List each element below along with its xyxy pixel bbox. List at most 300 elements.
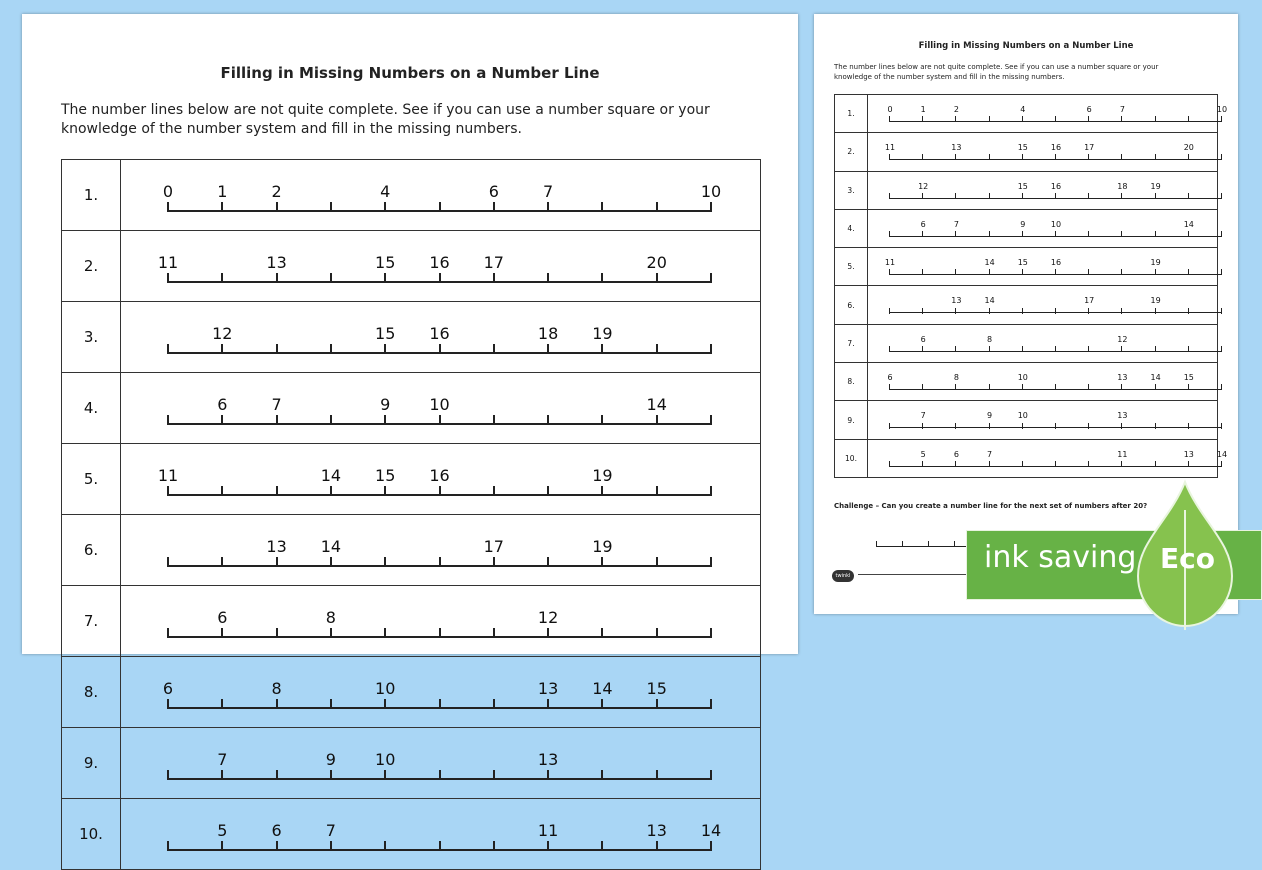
number-line-tick [221, 557, 223, 567]
number-label: 6 [1086, 105, 1092, 114]
number-line-cell[interactable] [868, 248, 1218, 286]
number-label: 18 [537, 324, 559, 343]
number-line-cell[interactable] [868, 439, 1228, 477]
number-line-tick [1221, 154, 1222, 160]
number-label: 14 [320, 537, 342, 556]
number-line-tick [276, 557, 278, 567]
number-line-tick [493, 628, 495, 638]
number-line-row [835, 439, 1218, 477]
number-label: 15 [375, 466, 396, 485]
number-line-tick [1022, 193, 1023, 199]
row-number: 8. [835, 363, 868, 401]
number-line-tick [955, 308, 956, 314]
number-line-tick [439, 557, 441, 567]
number-label: 14 [592, 679, 613, 698]
number-line-cell[interactable] [121, 302, 761, 373]
row-number: 7. [835, 324, 868, 362]
number-label: 16 [429, 324, 450, 343]
number-label: 8 [953, 373, 959, 383]
number-line-tick [922, 154, 923, 160]
number-label: 5 [217, 821, 228, 840]
number-label: 7 [271, 395, 282, 414]
number-label: 6 [217, 395, 228, 414]
number-line-tick [989, 346, 990, 352]
number-label: 8 [325, 608, 336, 627]
number-label: 7 [217, 750, 228, 769]
worksheet-preview-large [22, 14, 798, 843]
number-line-tick [955, 193, 956, 199]
number-line-tick [955, 423, 956, 429]
number-line-tick [1055, 423, 1056, 429]
number-line-tick [656, 770, 658, 780]
number-label: 19 [592, 466, 613, 485]
number-line-tick [1121, 193, 1122, 199]
row-number: 8. [62, 657, 121, 728]
number-line-row [62, 586, 761, 657]
number-label: 10 [429, 395, 450, 414]
number-line-tick [439, 628, 441, 638]
row-number: 4. [62, 373, 121, 444]
number-line-tick [384, 841, 386, 851]
row-number: 6. [835, 286, 868, 324]
number-label: 20 [646, 253, 667, 272]
number-line-tick [989, 154, 990, 160]
number-label: 10 [1216, 105, 1228, 114]
number-line-tick [656, 699, 658, 709]
number-line-tick [1121, 116, 1122, 122]
number-label: 13 [1183, 449, 1194, 459]
blank-tick [902, 541, 903, 547]
number-line-tick [922, 269, 923, 275]
number-label: 0 [887, 105, 893, 114]
number-label: 2 [953, 105, 959, 114]
number-label: 8 [271, 679, 282, 698]
number-line-tick [1188, 308, 1189, 314]
number-label: 15 [375, 324, 396, 343]
number-line-tick [656, 415, 658, 425]
number-label: 13 [537, 750, 559, 769]
number-label: 15 [1017, 258, 1028, 268]
number-line-cell[interactable] [121, 728, 761, 799]
number-line-cell[interactable] [121, 373, 761, 444]
number-label: 13 [1117, 411, 1128, 421]
number-label: 6 [162, 679, 174, 698]
number-line-tick [547, 770, 549, 780]
number-label: 19 [1150, 258, 1161, 268]
number-line-tick [1121, 461, 1122, 467]
number-label: 11 [1117, 449, 1128, 459]
number-label: 10 [1017, 373, 1028, 383]
number-label: 7 [987, 449, 993, 459]
number-line-tick [1221, 308, 1222, 314]
number-label: 10 [1050, 219, 1062, 229]
number-line-tick [710, 699, 712, 709]
number-line-tick [167, 628, 169, 638]
number-line-tick [889, 384, 890, 390]
number-line-tick [439, 770, 441, 780]
row-number: 10. [835, 439, 868, 477]
number-line-tick [384, 344, 386, 354]
number-line-tick [221, 415, 223, 425]
number-label: 12 [918, 181, 929, 191]
number-label: 16 [1050, 181, 1062, 191]
number-line-tick [989, 461, 990, 467]
number-line-tick [889, 346, 890, 352]
number-line-tick [601, 202, 603, 212]
number-line-row [835, 171, 1218, 209]
number-label: 6 [488, 182, 499, 201]
number-line-tick [330, 202, 332, 212]
number-label: 16 [1050, 258, 1062, 268]
number-line-row [835, 324, 1218, 362]
number-line-tick [1188, 193, 1189, 199]
number-line-tick [330, 415, 332, 425]
number-line-tick [1121, 308, 1122, 314]
number-label: 10 [375, 679, 396, 698]
number-line-cell[interactable] [868, 133, 1218, 171]
number-line-tick [1022, 231, 1023, 237]
number-line-tick [547, 344, 549, 354]
number-line-tick [889, 116, 890, 122]
number-line-tick [1221, 116, 1222, 122]
number-line-tick [1188, 384, 1189, 390]
number-line-cell[interactable] [868, 95, 1228, 133]
number-line-tick [1055, 346, 1056, 352]
number-line-tick [276, 415, 278, 425]
number-line-tick [1188, 346, 1189, 352]
number-line-row [835, 133, 1218, 171]
number-line-tick [547, 273, 549, 283]
number-line-tick [493, 841, 495, 851]
number-label: 14 [1216, 449, 1228, 459]
number-line-tick [276, 344, 278, 354]
number-line-tick [601, 628, 603, 638]
number-line-tick [601, 344, 603, 354]
number-line-tick [656, 557, 658, 567]
number-line-tick [330, 557, 332, 567]
number-line-tick [889, 154, 890, 160]
number-label: 13 [646, 821, 667, 840]
row-number: 5. [835, 248, 868, 286]
number-label: 7 [543, 182, 554, 201]
number-label: 5 [920, 449, 926, 459]
number-label: 17 [483, 253, 504, 272]
number-line-tick [167, 557, 169, 567]
number-line-row [835, 286, 1218, 324]
number-line-tick [922, 346, 923, 352]
number-line-tick [276, 628, 278, 638]
number-line-cell[interactable] [121, 657, 761, 728]
number-line-tick [889, 423, 890, 429]
number-line-tick [1088, 231, 1089, 237]
number-line-tick [989, 423, 990, 429]
number-line-tick [601, 770, 603, 780]
number-label: 15 [1183, 373, 1194, 383]
number-line-cell[interactable] [868, 401, 1218, 439]
number-line-cell[interactable] [868, 324, 1218, 362]
worksheet-title-small: Filling in Missing Numbers on a Number Line [918, 41, 1134, 51]
number-line-tick [1155, 308, 1156, 314]
blank-tick [876, 541, 877, 547]
number-line-tick [1155, 269, 1156, 275]
number-line-cell[interactable] [121, 231, 761, 302]
number-line-table [61, 159, 761, 870]
number-label: 13 [266, 537, 287, 556]
number-line-tick [1055, 461, 1056, 467]
number-line-cell[interactable] [121, 586, 761, 657]
number-line-tick [493, 344, 495, 354]
number-line-cell[interactable] [121, 799, 761, 870]
number-line-tick [955, 384, 956, 390]
number-line-tick [1022, 461, 1023, 467]
number-line-tick [989, 384, 990, 390]
number-line-tick [955, 269, 956, 275]
number-line-tick [384, 628, 386, 638]
number-line-tick [1221, 461, 1222, 467]
number-line-tick [1221, 231, 1222, 237]
twinkl-logo: twinkl [832, 570, 854, 582]
number-line-tick [221, 344, 223, 354]
number-label: 12 [1117, 334, 1128, 344]
number-line-tick [601, 841, 603, 851]
number-line-row [835, 363, 1218, 401]
number-line-tick [167, 273, 169, 283]
number-label: 9 [987, 411, 993, 421]
number-line-tick [989, 231, 990, 237]
number-line-tick [1121, 154, 1122, 160]
number-line-tick [710, 628, 712, 638]
number-line-tick [922, 231, 923, 237]
number-line-tick [955, 461, 956, 467]
number-label: 6 [887, 373, 893, 383]
number-line-tick [1155, 461, 1156, 467]
number-line-tick [493, 273, 495, 283]
number-line-cell[interactable] [868, 286, 1218, 324]
number-line-tick [1055, 193, 1056, 199]
number-line-tick [710, 202, 712, 212]
number-line-cell[interactable] [868, 171, 1218, 209]
number-line-tick [1022, 116, 1023, 122]
number-line-tick [955, 231, 956, 237]
number-line-tick [922, 384, 923, 390]
number-label: 4 [1020, 105, 1026, 114]
number-line-row [62, 444, 761, 515]
number-line-tick [493, 415, 495, 425]
number-line-tick [1221, 193, 1222, 199]
number-line-tick [547, 628, 549, 638]
number-line-tick [710, 841, 712, 851]
number-line-tick [710, 770, 712, 780]
number-line-tick [1022, 154, 1023, 160]
number-line-tick [1188, 461, 1189, 467]
number-line-tick [1121, 346, 1122, 352]
number-line-row [62, 515, 761, 586]
number-line-tick [1055, 116, 1056, 122]
number-label: 20 [1183, 143, 1194, 153]
number-line-tick [547, 202, 549, 212]
number-line-tick [439, 344, 441, 354]
number-line-tick [710, 344, 712, 354]
number-label: 14 [320, 466, 342, 485]
number-label: 13 [951, 296, 962, 306]
number-line-tick [1022, 308, 1023, 314]
number-line-tick [1088, 423, 1089, 429]
number-label: 14 [984, 258, 995, 268]
number-line-tick [384, 557, 386, 567]
number-label: 11 [884, 258, 896, 268]
row-number: 4. [835, 209, 868, 247]
number-line-tick [1088, 269, 1089, 275]
number-label: 7 [325, 821, 336, 840]
number-line-tick [439, 202, 441, 212]
number-line-tick [330, 770, 332, 780]
number-line-tick [922, 308, 923, 314]
number-label: 6 [920, 219, 926, 229]
ink-saving-label: ink saving [984, 540, 1137, 575]
number-label: 7 [953, 219, 959, 229]
number-line-tick [889, 461, 890, 467]
number-line-row [835, 95, 1218, 133]
number-label: 4 [380, 182, 391, 201]
number-line-tick [221, 273, 223, 283]
number-line-tick [547, 841, 549, 851]
number-line-cell[interactable] [868, 209, 1218, 247]
number-line-tick [1155, 346, 1156, 352]
number-label: 6 [953, 449, 959, 459]
number-line-tick [989, 269, 990, 275]
number-line-tick [493, 486, 495, 496]
number-line-tick [601, 273, 603, 283]
number-line-tick [167, 486, 169, 496]
intro-line-2: knowledge of the number system and fill in the missing numbers. [61, 121, 522, 137]
number-line-tick [167, 699, 169, 709]
number-line-cell[interactable] [121, 515, 761, 586]
number-line-tick [493, 699, 495, 709]
number-line-tick [1155, 231, 1156, 237]
number-line-tick [1221, 346, 1222, 352]
number-line-tick [1155, 423, 1156, 429]
number-line-row [62, 799, 761, 870]
number-line-tick [1055, 154, 1056, 160]
number-line-tick [1155, 116, 1156, 122]
number-line-tick [656, 628, 658, 638]
number-line-tick [330, 486, 332, 496]
number-line-tick [710, 557, 712, 567]
number-line-row [62, 373, 761, 444]
number-line-tick [656, 344, 658, 354]
number-line-row [62, 728, 761, 799]
number-line-cell[interactable] [868, 363, 1218, 401]
number-line-tick [1088, 346, 1089, 352]
number-line-tick [384, 273, 386, 283]
number-line-cell[interactable] [121, 444, 761, 515]
number-line-tick [547, 699, 549, 709]
number-line-row [835, 401, 1218, 439]
number-line-tick [1055, 269, 1056, 275]
row-number: 3. [835, 171, 868, 209]
number-label: 19 [1150, 181, 1161, 191]
number-line-tick [384, 699, 386, 709]
number-label: 9 [325, 750, 336, 769]
number-line-tick [167, 202, 169, 212]
number-line-tick [167, 415, 169, 425]
number-line-tick [1121, 269, 1122, 275]
number-line-tick [221, 770, 223, 780]
number-line-tick [1221, 269, 1222, 275]
number-label: 19 [592, 324, 613, 343]
number-label: 6 [217, 608, 228, 627]
number-line-row [62, 302, 761, 373]
number-line-row [62, 657, 761, 728]
number-line-tick [384, 415, 386, 425]
number-line-tick [922, 461, 923, 467]
number-line-tick [922, 423, 923, 429]
number-label: 10 [375, 750, 396, 769]
number-label: 9 [1020, 219, 1026, 229]
number-line-cell[interactable] [121, 160, 761, 231]
number-label: 17 [1084, 296, 1095, 306]
number-label: 9 [380, 395, 391, 414]
number-line-table-small [834, 94, 1228, 478]
number-line-tick [547, 486, 549, 496]
number-label: 13 [537, 679, 559, 698]
number-label: 17 [483, 537, 504, 556]
number-line-tick [601, 415, 603, 425]
number-line-tick [1022, 269, 1023, 275]
number-line-tick [601, 557, 603, 567]
number-label: 14 [646, 395, 667, 414]
number-line-tick [221, 699, 223, 709]
number-line-tick [547, 557, 549, 567]
number-label: 15 [1017, 181, 1028, 191]
blank-tick [928, 541, 929, 547]
number-label: 8 [987, 334, 993, 344]
number-line-tick [221, 841, 223, 851]
number-label: 19 [1150, 296, 1161, 306]
row-number: 1. [62, 160, 121, 231]
row-number: 9. [62, 728, 121, 799]
number-line-tick [1055, 231, 1056, 237]
number-line-tick [384, 202, 386, 212]
number-line-tick [601, 699, 603, 709]
number-line-row [835, 209, 1218, 247]
number-line-tick [710, 415, 712, 425]
number-line-tick [384, 486, 386, 496]
worksheet-title: Filling in Missing Numbers on a Number Line [220, 64, 600, 82]
number-label: 15 [375, 253, 396, 272]
number-line-tick [955, 154, 956, 160]
intro-line-1: The number lines below are not quite complete. See if you can use a number square or your [61, 102, 710, 118]
number-line-tick [493, 202, 495, 212]
number-line-tick [330, 841, 332, 851]
number-line-tick [889, 231, 890, 237]
number-label: 17 [1084, 143, 1095, 153]
number-label: 1 [217, 182, 228, 201]
number-line-tick [955, 116, 956, 122]
number-label: 13 [1117, 373, 1128, 383]
number-line-tick [1188, 154, 1189, 160]
number-line-tick [1088, 384, 1089, 390]
row-number: 3. [62, 302, 121, 373]
number-label: 11 [537, 821, 559, 840]
row-number: 1. [835, 95, 868, 133]
number-line-tick [710, 486, 712, 496]
number-line-tick [1188, 231, 1189, 237]
number-label: 15 [1017, 143, 1028, 153]
number-line-tick [1155, 154, 1156, 160]
number-label: 16 [429, 253, 450, 272]
number-line-tick [330, 628, 332, 638]
